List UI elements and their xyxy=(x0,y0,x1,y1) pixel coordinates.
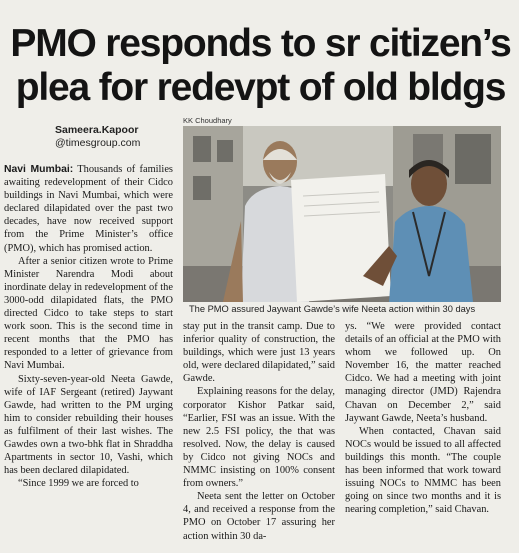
byline-name: Sameera.Kapoor xyxy=(55,124,139,136)
byline-email: @timesgroup.com xyxy=(55,137,141,149)
article-column-3 xyxy=(345,320,501,516)
headline-line-2: plea for redevpt of old bldgs xyxy=(15,66,506,109)
photo-caption: The PMO assured Jaywant Gawde’s wife Neeta action within 30 days xyxy=(189,304,476,314)
article-paragraph: stay put in the transit camp. Due to inferior quality of construction, the buildings, which were just 13 years old, were declared dilapidated,” said Gawde. xyxy=(183,321,335,385)
article-paragraph: Neeta sent the letter on October 4, and received a response from the PMO on October 17 assuring her action within 30 da- xyxy=(183,491,335,542)
article-paragraph xyxy=(4,163,173,255)
article-paragraph: ys. “We were provided contact details of an official at the PMO with whom we followed up. On November 16, the matter reached Cidco. We had a meeting with joint managing director (JMD) Rajendra Chavan on December 2,” said Jaywant Gawde, Neeta’s husband. xyxy=(345,321,501,424)
article-paragraph: “Since 1999 we are forced to xyxy=(18,478,139,490)
byline xyxy=(55,124,140,150)
article-paragraph: After a senior citizen wrote to Prime Minister Narendra Modi about inordinate delay in redevelopment of the 3000-odd dilapidated flats, the PMO directed Cidco to take steps to start work soon. This is the second time in recent months that the PMO has responded to a letter of grievance from Navi Mumbai. xyxy=(4,255,173,372)
article-paragraph: When contacted, Chavan said NOCs would be issued to all affected buildings this month. “The couple has been informed that work toward issuing NOCs to NMMC has been going on since two months and it is nearing completion,” said Chavan. xyxy=(345,425,501,516)
photo-credit: KK Choudhary xyxy=(183,116,232,125)
article-paragraph: Sixty-seven-year-old Neeta Gawde, wife of IAF Sergeant (retired) Jaywant Gawde, had written to the PM urging him to consider rebuilding their houses as fulfilment of their last wishes. The Gawdes own a two-bhk flat in Shraddha Apartments in sector 10, Vashi, which has been declared dilapidated. xyxy=(4,373,173,477)
article-paragraph: Explaining reasons for the delay, corporator Kishor Patkar said, “Earlier, FSI was an issue. With the new 2.5 FSI policy, the that was resolved. Now, the delay is caused by Cidco not giving NOCs and NMMC insisting on 100% consent from owners.” xyxy=(183,386,335,490)
dateline: Navi Mumbai: xyxy=(4,164,74,175)
headline-line-1: PMO responds to sr citizen’s xyxy=(10,22,511,65)
article-column-2 xyxy=(183,320,335,543)
news-photo xyxy=(183,126,501,302)
headline xyxy=(8,22,513,110)
article-column-1 xyxy=(4,163,173,490)
paragraph-text: Thousands of families awaiting redevelopment of their Cidco buildings in Navi Mumbai, which were declared dilapidated over the past two decades, have now received support from the Prime Minister’s office (PMO), which has promised action. xyxy=(4,164,173,254)
